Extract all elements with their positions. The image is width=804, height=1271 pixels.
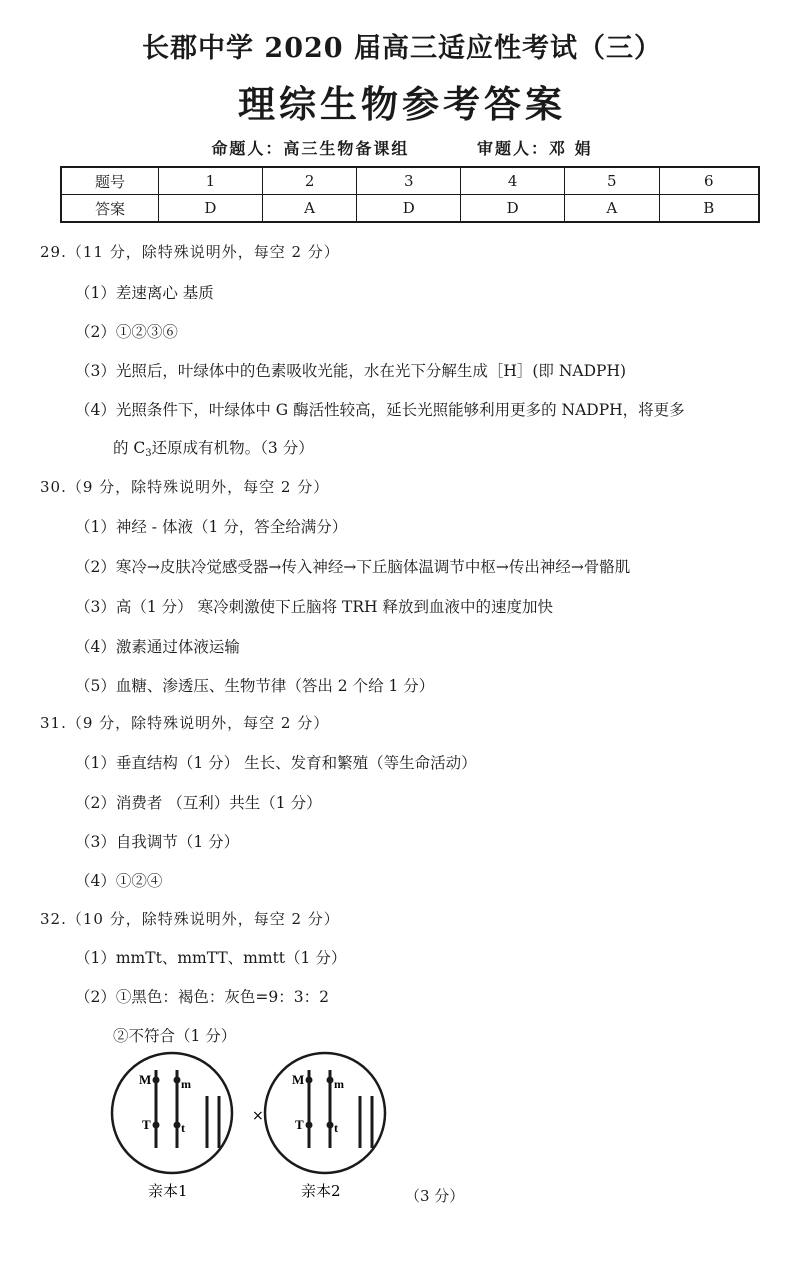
question-number: 5 [565, 167, 659, 195]
gene-locus [306, 1122, 313, 1129]
document-title: 理综生物参考答案 [238, 82, 566, 126]
gene-locus [327, 1077, 334, 1084]
answer-cell: B [659, 195, 759, 223]
q32-answer-2b: ②不符合（1 分） [113, 1027, 237, 1045]
text-fragment: 的 C [113, 439, 146, 457]
answer-row [61, 195, 759, 223]
answer-cell: A [565, 195, 659, 223]
cell-membrane [265, 1053, 385, 1173]
cross-symbol: × [252, 1108, 264, 1124]
q32-heading: 32.（10 分，除特殊说明外，每空 2 分） [40, 910, 340, 928]
gene-locus [174, 1077, 181, 1084]
question-number: 4 [461, 167, 565, 195]
answer-cell: D [461, 195, 565, 223]
question-number: 6 [659, 167, 759, 195]
allele-label: M [139, 1072, 152, 1087]
figure-score: （3 分） [405, 1187, 465, 1205]
allele-label: t [334, 1121, 338, 1135]
q30-heading: 30.（9 分，除特殊说明外，每空 2 分） [40, 478, 330, 496]
allele-label: T [295, 1117, 304, 1132]
question-number: 3 [357, 167, 461, 195]
q29-heading: 29.（11 分，除特殊说明外，每空 2 分） [40, 243, 340, 261]
gene-locus [153, 1077, 160, 1084]
chromosome-cross-diagram [110, 1050, 400, 1205]
answer-cell: A [262, 195, 356, 223]
text-fragment: 还原成有机物。（3 分） [151, 439, 314, 457]
q30-answer-1: （1）神经 - 体液（1 分，答全给满分） [75, 518, 348, 536]
gene-locus [306, 1077, 313, 1084]
allele-label: M [292, 1072, 305, 1087]
allele-label: m [334, 1077, 344, 1091]
question-number: 1 [159, 167, 263, 195]
row-label: 题号 [61, 167, 159, 195]
row-label: 答案 [61, 195, 159, 223]
gene-locus [153, 1122, 160, 1129]
setter: 命题人：高三生物备课组 [211, 139, 410, 158]
answer-cell: D [357, 195, 461, 223]
question-number-row [61, 167, 759, 195]
q30-answer-3: （3）高（1 分） 寒冷刺激使下丘脑将 TRH 释放到血液中的速度加快 [75, 598, 553, 616]
gene-locus [174, 1122, 181, 1129]
parent2-label: 亲本2 [301, 1182, 341, 1200]
q30-answer-2: （2）寒冷→皮肤冷觉感受器→传入神经→下丘脑体温调节中枢→传出神经→骨骼肌 [75, 558, 631, 576]
allele-label: t [181, 1121, 185, 1135]
allele-label: T [142, 1117, 151, 1132]
reviewer: 审题人：邓 娟 [477, 139, 593, 158]
q29-answer-4: （4）光照条件下，叶绿体中 G 酶活性较高，延长光照能够利用更多的 NADPH，将更多 [75, 401, 685, 419]
q31-answer-3: （3）自我调节（1 分） [75, 833, 240, 851]
parent2-cell [265, 1053, 385, 1173]
q30-answer-5: （5）血糖、渗透压、生物节律（答出 2 个给 1 分） [75, 677, 435, 695]
parent1-cell [112, 1053, 232, 1173]
q29-answer-3: （3）光照后，叶绿体中的色素吸收光能，水在光下分解生成［H］(即 NADPH) [75, 362, 627, 380]
allele-label: m [181, 1077, 191, 1091]
q31-answer-1: （1）垂直结构（1 分） 生长、发育和繁殖（等生命活动） [75, 754, 477, 772]
exam-title: 长郡中学 2020 届高三适应性考试（三） [142, 33, 662, 64]
q29-answer-2: （2）①②③⑥ [75, 323, 178, 341]
subscript: 3 [145, 448, 152, 459]
answer-cell: D [159, 195, 263, 223]
q29-answer-4-cont [113, 436, 314, 459]
q31-answer-2: （2）消费者 （互利）共生（1 分） [75, 794, 322, 812]
cell-membrane [112, 1053, 232, 1173]
q31-heading: 31.（9 分，除特殊说明外，每空 2 分） [40, 714, 330, 732]
q30-answer-4: （4）激素通过体液运输 [75, 638, 240, 656]
gene-locus [327, 1122, 334, 1129]
question-number: 2 [262, 167, 356, 195]
q31-answer-4: （4）①②④ [75, 872, 163, 890]
parent1-label: 亲本1 [148, 1182, 188, 1200]
answer-table [60, 166, 760, 223]
q32-answer-2: （2）①黑色：褐色：灰色=9：3：2 [75, 988, 329, 1006]
authors-line [0, 136, 804, 159]
q29-answer-1: （1）差速离心 基质 [75, 284, 214, 302]
q32-answer-1: （1）mmTt、mmTT、mmtt（1 分） [75, 949, 347, 967]
